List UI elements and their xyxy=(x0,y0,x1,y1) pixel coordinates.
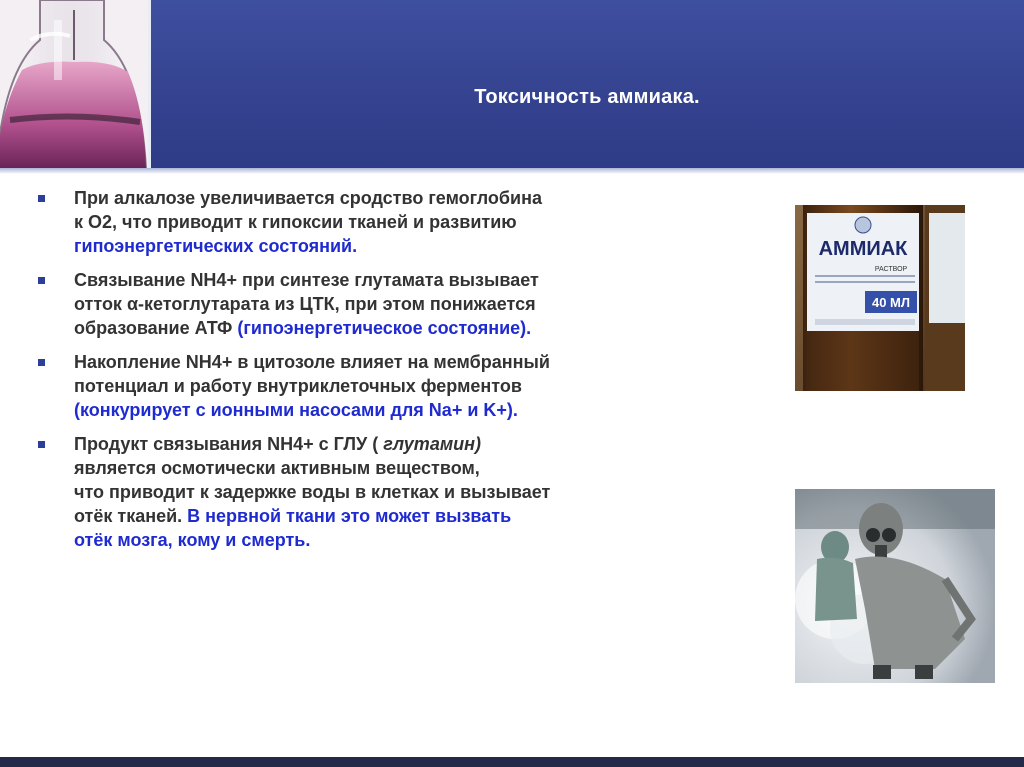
bullet-text: отток α-кетоглутарата из ЦТК, при этом понижается xyxy=(74,294,536,314)
bullet-line xyxy=(74,350,696,374)
highlighted-text: В нервной ткани это может вызвать xyxy=(187,506,512,526)
bullet-text: потенциал и работу внутриклеточных ферментов xyxy=(74,376,522,396)
bullet-item xyxy=(36,350,696,422)
bullet-text: является осмотически активным веществом, xyxy=(74,458,480,478)
bullet-text: Продукт связывания NH4+ с ГЛУ ( xyxy=(74,434,384,454)
bullet-item xyxy=(36,432,696,552)
highlighted-text: отёк мозга, кому и смерть. xyxy=(74,530,311,550)
bullet-line xyxy=(74,210,696,234)
header-band xyxy=(0,0,1024,168)
bullet-text: что приводит к задержке воды в клетках и вызывает xyxy=(74,482,551,502)
bullet-text: Связывание NH4+ при синтезе глутамата вызывает xyxy=(74,270,539,290)
gas-mask-photo xyxy=(795,489,995,683)
bullet-square-icon xyxy=(38,277,45,284)
bottle-label-volume: 40 МЛ xyxy=(871,295,911,310)
bullet-line xyxy=(74,456,696,480)
bullet-text: Накопление NH4+ в цитозоле влияет на мембранный xyxy=(74,352,550,372)
flask-icon xyxy=(0,0,148,168)
highlighted-text: гипоэнергетических состояний. xyxy=(74,236,358,256)
ammonia-bottle-photo xyxy=(795,205,965,391)
bullet-square-icon xyxy=(38,441,45,448)
bullet-text: глутамин) xyxy=(383,434,482,454)
bottle-label-small: РАСТВОР xyxy=(874,266,908,273)
bullet-line xyxy=(74,480,696,504)
highlighted-text: (гипоэнергетическое состояние). xyxy=(237,318,532,338)
bullet-line xyxy=(74,374,696,398)
bullet-line xyxy=(74,316,696,340)
bullet-text: отёк тканей. xyxy=(74,506,188,526)
header-bottom-shadow xyxy=(0,168,1024,174)
bullet-text: При алкалозе увеличивается сродство гемоглобина xyxy=(74,188,542,208)
bullet-square-icon xyxy=(38,195,45,202)
bullet-item xyxy=(36,268,696,340)
footer-band xyxy=(0,757,1024,767)
bullet-text: образование АТФ xyxy=(74,318,238,338)
bullet-text: к О2, что приводит к гипоксии тканей и развитию xyxy=(74,212,517,232)
highlighted-text: (конкурирует с ионными насосами для Na+ и K+). xyxy=(74,400,518,420)
bullet-line xyxy=(74,398,696,422)
bullet-list xyxy=(36,186,696,562)
bullet-line xyxy=(74,528,696,552)
bullet-line xyxy=(74,292,696,316)
bottle-image xyxy=(795,205,965,391)
bullet-item xyxy=(36,186,696,258)
bullet-line xyxy=(74,432,696,456)
flask-photo xyxy=(0,0,148,168)
header-divider xyxy=(148,0,151,168)
gas-mask-people-icon xyxy=(795,489,995,683)
bottle-label-main: АММИАК xyxy=(818,238,908,260)
bullet-line xyxy=(74,234,696,258)
bullet-line xyxy=(74,504,696,528)
bullet-square-icon xyxy=(38,359,45,366)
bullet-line xyxy=(74,186,696,210)
bullet-line xyxy=(74,268,696,292)
slide-title: Токсичность аммиака. xyxy=(474,86,700,108)
